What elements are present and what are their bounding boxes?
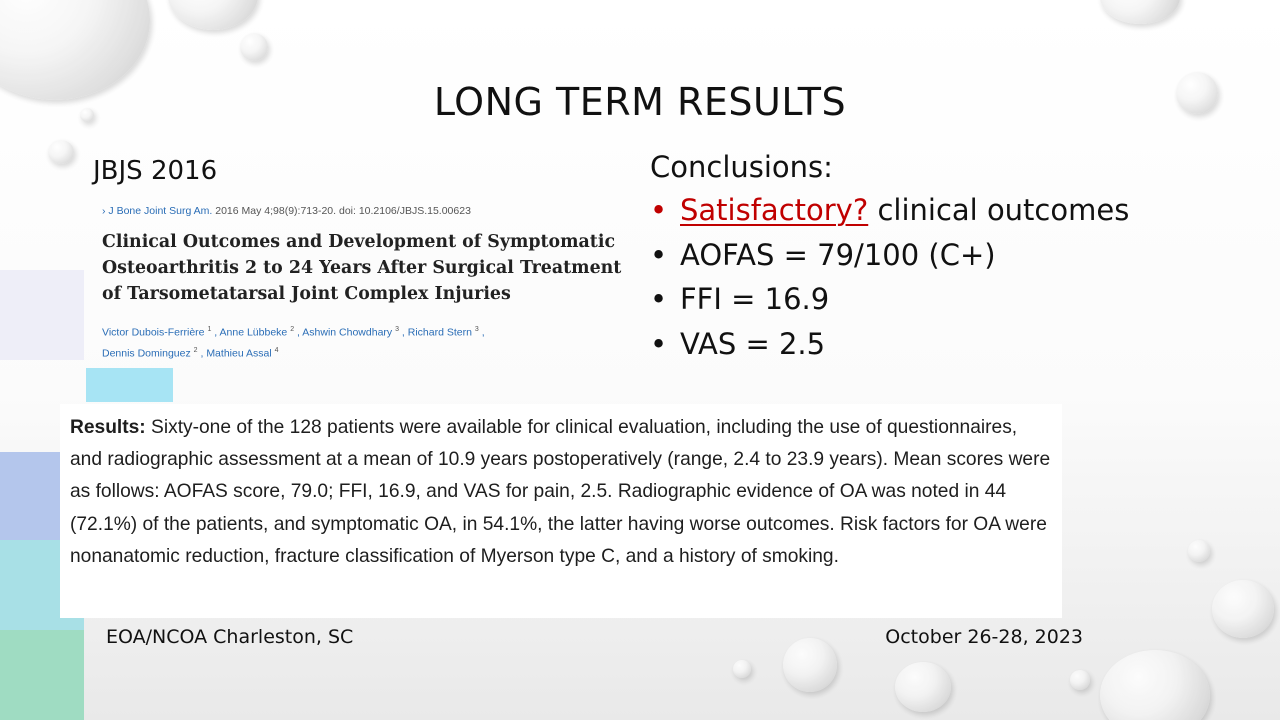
author-list: Victor Dubois-Ferrière $^1$ , Anne Lübbeke $^2$ , Ashwin Chowdhary $^3$ , Richard Stern $^3$ , Dennis Dominguez $^2$ , Mathieu Assal $^4$ (102, 326, 485, 359)
slide-title: LONG TERM RESULTS (433, 80, 847, 124)
author-link[interactable]: Victor Dubois-Ferrière (102, 326, 205, 339)
results-excerpt (60, 404, 1062, 618)
decor-strip-green (0, 630, 84, 720)
water-drop-icon (1100, 0, 1180, 24)
footer-date: October 26-28, 2023 (885, 626, 1083, 648)
article-reference (102, 205, 622, 217)
author-link[interactable]: Anne Lübbeke (219, 326, 288, 339)
decor-strip-lavender (0, 270, 84, 360)
author-affiliation: 3 (474, 326, 479, 333)
conclusion-item: • FFI = 16.9 (650, 277, 1210, 322)
water-drop-icon (895, 662, 951, 712)
slide-subtitle: JBJS 2016 (93, 156, 218, 186)
conclusion-item (650, 188, 1210, 233)
results-text: Sixty-one of the 128 patients were available for clinical evaluation, including the use of questionnaires, and radiographic assessment at a mean of 10.9 years postoperatively (range, 2.4 to 23.9 years). Mean scores were as follows: AOFAS score, 79.0; FFI, 16.9, and VAS for pain, 2.5. Radiographic evidence of OA was noted in 44 (72.1%) of the patients, and symptomatic OA, in 54.1%, the latter having worse outcomes. Risk factors for OA were nonanatomic reduction, fracture classification of Myerson type C, and a history of smoking. (70, 417, 1051, 567)
conclusion-item: • VAS = 2.5 (650, 322, 1210, 367)
journal-link[interactable]: J Bone Joint Surg Am. (108, 205, 213, 217)
water-drop-icon (1100, 650, 1210, 720)
satisfactory-highlight: Satisfactory? (680, 193, 869, 227)
author-link[interactable]: Mathieu Assal (206, 347, 272, 359)
conclusions-heading: Conclusions: (650, 150, 833, 184)
water-drop-icon (1212, 580, 1274, 638)
conclusions-list (650, 188, 1210, 366)
chevron-right-icon: › (102, 205, 106, 217)
author-link[interactable]: Dennis Dominguez (102, 347, 191, 359)
water-drop-icon (733, 660, 751, 678)
footer-location: EOA/NCOA Charleston, SC (106, 626, 354, 648)
water-drop-icon (168, 0, 258, 30)
citation-details: 2016 May 4;98(9):713-20. doi: 10.2106/JBJS.15.00623 (212, 205, 471, 217)
author-affiliation: 2 (290, 326, 295, 333)
author-affiliation: 3 (395, 326, 399, 333)
water-drop-icon (48, 140, 74, 164)
article-title: Clinical Outcomes and Development of Symptomatic Osteoarthritis 2 to 24 Years After Surgical Treatment of Tarsometatarsal Joint Complex Injuries (102, 232, 622, 304)
results-label: Results: (70, 417, 146, 438)
author-link[interactable]: Ashwin Chowdhary (302, 326, 393, 339)
water-drop-icon (1070, 670, 1090, 690)
water-drop-icon (240, 33, 268, 61)
author-link[interactable]: Richard Stern (407, 326, 472, 339)
water-drop-icon (783, 638, 837, 692)
author-affiliation: 4 (274, 346, 279, 354)
decor-strip-cyan (86, 368, 173, 402)
conclusions-panel (650, 150, 1210, 366)
conclusion-item-text: clinical outcomes (868, 193, 1130, 227)
water-drop-icon (1188, 540, 1210, 562)
article-citation-block (102, 205, 622, 362)
author-affiliation: 1 (207, 326, 212, 333)
author-affiliation: 2 (193, 346, 198, 354)
conclusion-item: • AOFAS = 79/100 (C+) (650, 233, 1210, 278)
